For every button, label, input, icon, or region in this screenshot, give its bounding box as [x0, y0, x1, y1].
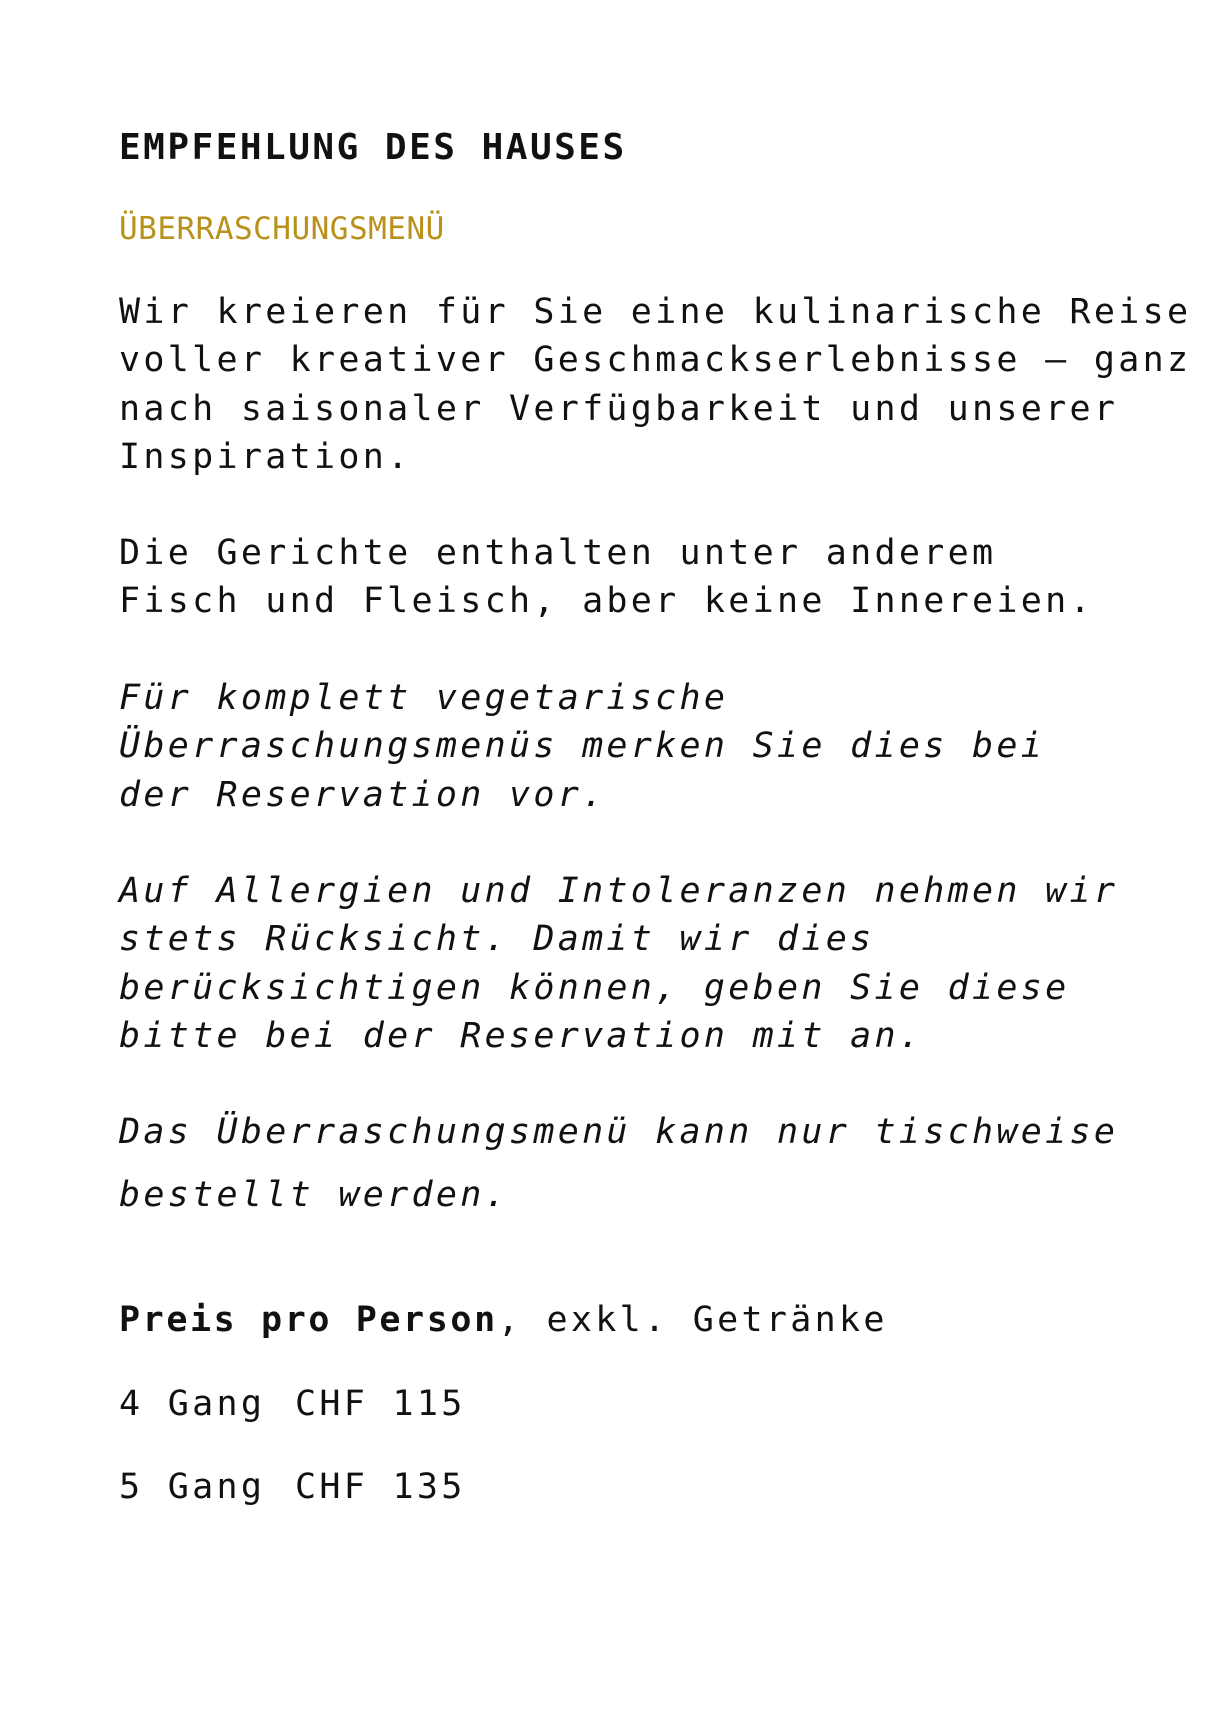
table-note-line-2: bestellt werden. [119, 1175, 509, 1215]
price-heading-bold: Preis pro Person [119, 1300, 498, 1340]
price-row-amount: CHF 115 [295, 1384, 466, 1424]
menu-subtitle: ÜBERRASCHUNGSMENÜ [119, 211, 445, 247]
price-row-courses: 5 Gang [119, 1467, 266, 1507]
price-row-amount: CHF 135 [295, 1467, 466, 1507]
price-heading-rest: , exkl. Getränke [497, 1300, 888, 1340]
price-row [119, 1463, 466, 1511]
price-row-courses: 4 Gang [119, 1384, 266, 1424]
page-title: EMPFEHLUNG DES HAUSES [119, 127, 627, 168]
vegetarian-note: Für komplett vegetarische Überraschungsmenüs merken Sie dies bei der Reservation vor. [119, 678, 1046, 815]
price-row [119, 1380, 466, 1428]
intro-paragraph: Wir kreieren für Sie eine kulinarische Reise voller kreativer Geschmackserlebnisse – ganz nach saisonaler Verfügbarkeit und unserer Inspiration. [119, 292, 1192, 477]
price-heading [119, 1296, 888, 1344]
allergy-note: Auf Allergien und Intoleranzen nehmen wir stets Rücksicht. Damit wir dies berücksichtigen können, geben Sie diese bitte bei der Reservation mit an. [119, 871, 1119, 1056]
content-paragraph: Die Gerichte enthalten unter anderem Fisch und Fleisch, aber keine Innereien. [119, 533, 1094, 622]
table-note-line-1: Das Überraschungsmenü kann nur tischweise [119, 1112, 1119, 1152]
